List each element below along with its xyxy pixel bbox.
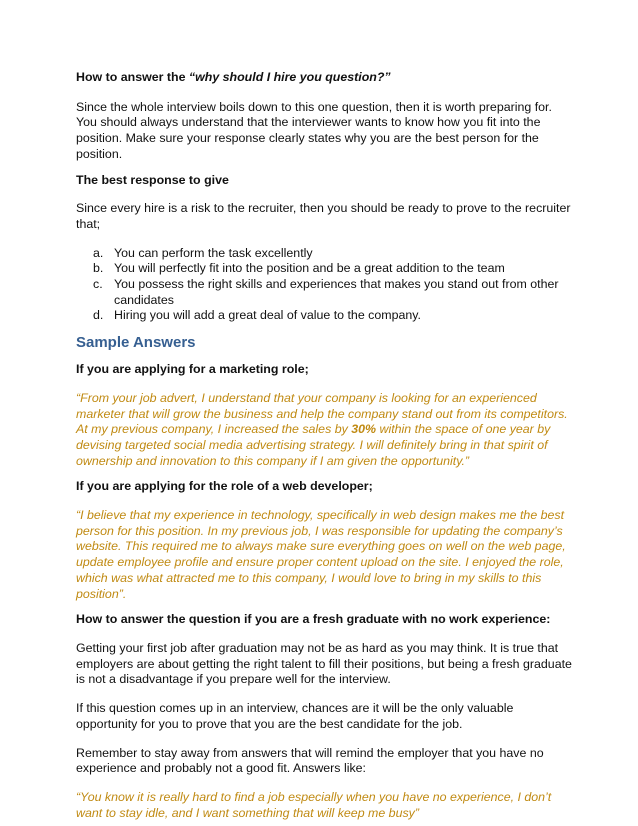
heading-fresh-graduate: How to answer the question if you are a fresh graduate with no work experience: [76, 612, 551, 627]
list-item [76, 277, 572, 308]
marketing-quote-part2: within the space of one year by devising targeted social media advertising strategy. I will definitely bring in that spirit of ownership and innovation to this company if I am given the opportunity.” [76, 422, 551, 468]
reasons-list [76, 246, 572, 325]
graduate-paragraph-3: Remember to stay away from answers that will remind the employer that you have no experience and probably not a good fit. Answers like: [76, 745, 544, 776]
document-page [76, 70, 572, 821]
marketing-quote [76, 391, 572, 470]
list-item-text: You possess the right skills and experiences that makes you stand out from other candidates [114, 277, 559, 307]
heading-why-hire-prefix: How to answer the [76, 70, 189, 84]
marketing-quote-part1: “From your job advert, I understand that your company is looking for an experienced marketer that will grow the business and help the company stand out from its competitors. At my previous company, I increased the sales by [76, 390, 568, 437]
heading-web-developer: If you are applying for the role of a web developer; [76, 479, 373, 494]
list-item-text: Hiring you will add a great deal of value to the company. [114, 308, 421, 323]
marketing-quote-bold: 30% [351, 422, 377, 437]
list-item [76, 246, 572, 262]
intro-paragraph: Since the whole interview boils down to this one question, then it is worth preparing for. You should always understand that the interviewer wants to know how you fit into the position. Make sure your response clearly states why you are the best person for the position. [76, 99, 552, 161]
graduate-paragraph-1: Getting your first job after graduation may not be as hard as you may think. It is true that employers are about getting the right talent to fill their positions, but being a fresh graduate is not a disadvantage if you prepare well for the interview. [76, 640, 572, 687]
list-marker: b. [93, 261, 104, 276]
list-item [76, 308, 572, 324]
graduate-paragraph-2: If this question comes up in an interview, chances are it will be the only valuable opportunity for you to prove that you are the best candidate for the job. [76, 701, 514, 731]
webdev-quote: “I believe that my experience in technology, specifically in web design makes me the best person for this position. In my previous job, I was responsible for updating the company’s website. This required me to always make sure everything goes on well on the web page, update employee profile and ensure proper content upload on the site. I enjoyed the role, which was what attracted me to this company, I would love to bring in my skills to this position”. [76, 508, 566, 601]
heading-marketing-role: If you are applying for a marketing role; [76, 362, 309, 377]
list-marker: c. [93, 277, 103, 292]
section-title-sample-answers: Sample Answers [76, 334, 196, 352]
list-item-text: You will perfectly fit into the position and be a great addition to the team [114, 261, 505, 276]
graduate-quote: “You know it is really hard to find a job especially when you have no experience, I don’t want to stay idle, and I want something that will keep me busy” [76, 789, 552, 820]
list-item [76, 261, 572, 277]
heading-why-hire [76, 70, 572, 86]
list-marker: d. [93, 308, 104, 323]
heading-why-hire-quote: “why should I hire you question?” [188, 70, 391, 84]
list-item-text: You can perform the task excellently [114, 245, 313, 260]
best-response-paragraph: Since every hire is a risk to the recruiter, then you should be ready to prove to the recruiter that; [76, 201, 571, 231]
heading-best-response: The best response to give [76, 172, 229, 187]
list-marker: a. [93, 245, 104, 260]
